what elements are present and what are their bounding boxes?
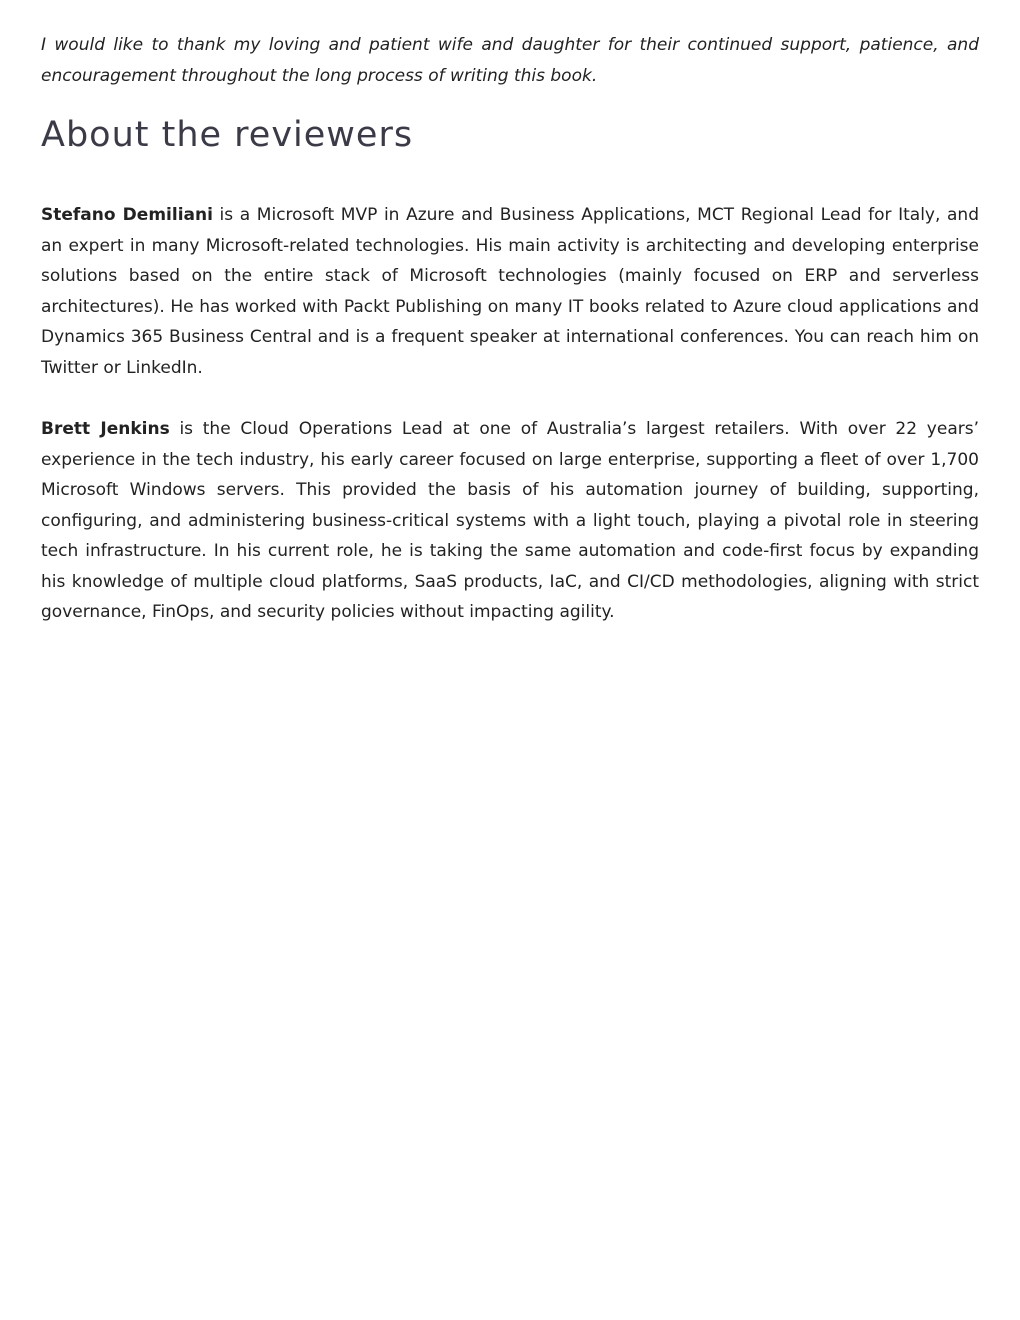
reviewer-bio-text: is the Cloud Operations Lead at one of Australia’s largest retailers. With over 22 years’ experience in the tech industry, his early career focused on large enterprise, supporting a fleet of over 1,700 Microsoft Windows servers. This provided the basis of his automation journey of building, supporting, configuring, and administering business-critical systems with a light touch, playing a pivotal role in steering tech infrastructure. In his current role, he is taking the same automation and code-first focus by expanding his knowledge of multiple cloud platforms, SaaS products, IaC, and CI/CD methodologies, aligning with strict governance, FinOps, and security policies without impacting agility. <box>41 419 979 622</box>
reviewer-name: Stefano Demiliani <box>41 205 213 225</box>
section-title: About the reviewers <box>41 115 414 155</box>
reviewer-bio-brett <box>41 414 979 628</box>
document-page <box>41 30 979 628</box>
reviewer-bio-stefano <box>41 200 979 383</box>
reviewer-name: Brett Jenkins <box>41 419 170 439</box>
reviewer-bio-text: is a Microsoft MVP in Azure and Business Applications, MCT Regional Lead for Italy, and an expert in many Microsoft-related technologies. His main activity is architecting and developing enterprise solutions based on the entire stack of Microsoft technologies (mainly focused on ERP and serverless architectures). He has worked with Packt Publishing on many IT books related to Azure cloud applications and Dynamics 365 Business Central and is a frequent speaker at international conferences. You can reach him on Twitter or LinkedIn. <box>41 205 979 378</box>
acknowledgement-text: I would like to thank my loving and patient wife and daughter for their continued support, patience, and encouragement throughout the long process of writing this book. <box>41 35 979 86</box>
